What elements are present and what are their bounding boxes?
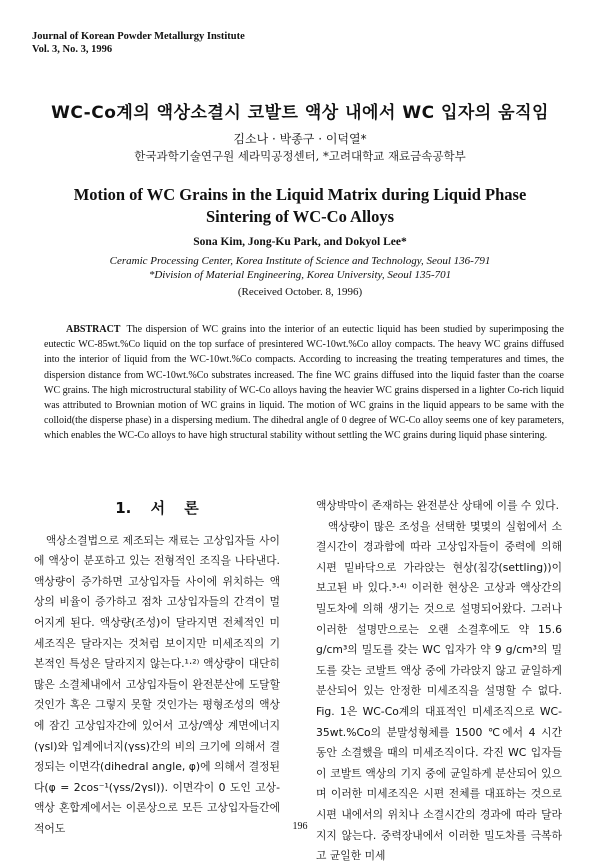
abstract xyxy=(44,322,564,444)
received-date: (Received October. 8, 1996) xyxy=(237,286,363,298)
english-authors: Sona Kim, Jong-Ku Park, and Dokyol Lee* xyxy=(193,236,407,248)
abstract-text: The dispersion of WC grains into the interior of an eutectic liquid has been studied by superimposing the eutectic WC-85wt.%Co liquid on the top surface of presintered WC-10wt.%Co alloy compacts. The heavy WC grains diffused into the interior of liquid from the WC-10wt.%Co compacts. According to increasing the treating temperatures and times, the dispersion distance from WC-10wt.%Co substrates increased. The fine WC grains diffused into the liquid faster than the coarse WC grains. The high microstructural stability of WC-Co alloys having the heavier WC grains dispersed in a lighter Co-rich liquid was attributed to Brownian motion of WC grains in liquid. The motion of WC grains in the liquid appears to be same with the colloid(the disperse phase) in a dispersing medium. The dihedral angle of 0 degree of WC-Co alloy seems one of key parameters, which enables the WC-Co alloys to have high structural stability without settling the WC grains during liquid phase sintering. xyxy=(44,324,564,442)
english-affiliation-line1: Ceramic Processing Center, Korea Institute of Science and Technology, Seoul 136-791 xyxy=(109,255,491,267)
english-title-line1: Motion of WC Grains in the Liquid Matrix during Liquid Phase xyxy=(73,185,527,204)
korean-authors: 김소나 · 박종구 · 이덕열* xyxy=(233,132,367,146)
abstract-label: ABSTRACT xyxy=(66,324,121,335)
english-affiliation-line2: *Division of Material Engineering, Korea University, Seoul 135-701 xyxy=(148,269,452,281)
journal-header xyxy=(32,30,245,56)
page-number: 196 xyxy=(292,821,308,832)
journal-volume: Vol. 3, No. 3, 1996 xyxy=(32,44,113,55)
paragraph: 액상량이 많은 조성을 선택한 몇몇의 실험에서 소결시간이 경과함에 따라 고상입자들이 중력에 의해 시편 밑바닥으로 가라앉는 현상(침강(settling))이 보고된 바 있다.³·⁴⁾ 이러한 현상은 고상과 액상간의 밀도차에 의해 생기는 것으로 설명되어왔다. 그러나 이러한 설명만으로는 오랜 소결후에도 약 15.6 g/cm³의 밀도를 갖는 WC 입자가 약 9 g/cm³의 밀도를 갖는 코발트 액상 중에 가라앉지 않고 균일하게 분산되어 있는 안정한 미세조직을 설명할 수 없다. Fig. 1은 WC-Co계의 대표적인 미세조직으로 WC-35wt.%Co의 분말성형체를 1500 ℃에서 4 시간 동안 소결했을 때의 미세조직이다. 각진 WC 입자들이 코발트 액상의 기지 중에 균일하게 분산되어 있으며 이러한 미세조직은 시편 전체를 대표하는 것으로 시편 내에서의 위치나 소결시간의 경과에 따라 달라지지 않는다. 중력장내에서 이러한 밀도차를 극복하고 균일한 미세 xyxy=(316,519,562,863)
paragraph: 액상박막이 존재하는 완전분산 상태에 이를 수 있다. xyxy=(316,499,560,512)
korean-affiliation: 한국과학기술연구원 세라믹공정센터, *고려대학교 재료금속공학부 xyxy=(134,149,466,163)
english-affiliation xyxy=(0,254,600,282)
english-title-line2: Sintering of WC-Co Alloys xyxy=(205,207,395,226)
journal-name: Journal of Korean Powder Metallurgy Institute xyxy=(32,31,245,42)
section-heading: 1. 서 론 xyxy=(115,499,199,517)
english-title xyxy=(0,184,600,228)
body-column-left xyxy=(34,498,280,840)
paragraph: 액상소결법으로 제조되는 재료는 고상입자들 사이에 액상이 분포하고 있는 전형적인 조직을 나타낸다. 액상량이 증가하면 고상입자들 사이에 위치하는 액상의 비율이 증가하고 점차 고상입자들의 간격이 멀어지게 된다. 액상량(조성)이 달라지면 전체적인 미세조직은 달라지는 것처럼 보이지만 미세조직의 기본적인 특성은 달라지지 않는다.¹·²⁾ 액상량이 대단히 많은 소결체내에서 고상입자들이 완전분산에 도달할 것인가 혹은 그렇지 못할 것인가는 평형조성의 액상에 잠긴 고상입자간에 있어서 고상/액상 계면에너지(γsl)와 입계에너지(γss)간의 비의 크기에 의해서 결정되는 이면각(dihedral angle, φ)에 의해서 결정된다(φ = 2cos⁻¹(γss/2γsl)). 이면각이 0 도인 고상-액상 혼합계에서는 이론상으로 모든 고상입자들간에 적어도 xyxy=(34,533,280,835)
korean-title: WC-Co계의 액상소결시 코발트 액상 내에서 WC 입자의 움직임 xyxy=(51,103,549,123)
body-column-right xyxy=(316,496,562,867)
